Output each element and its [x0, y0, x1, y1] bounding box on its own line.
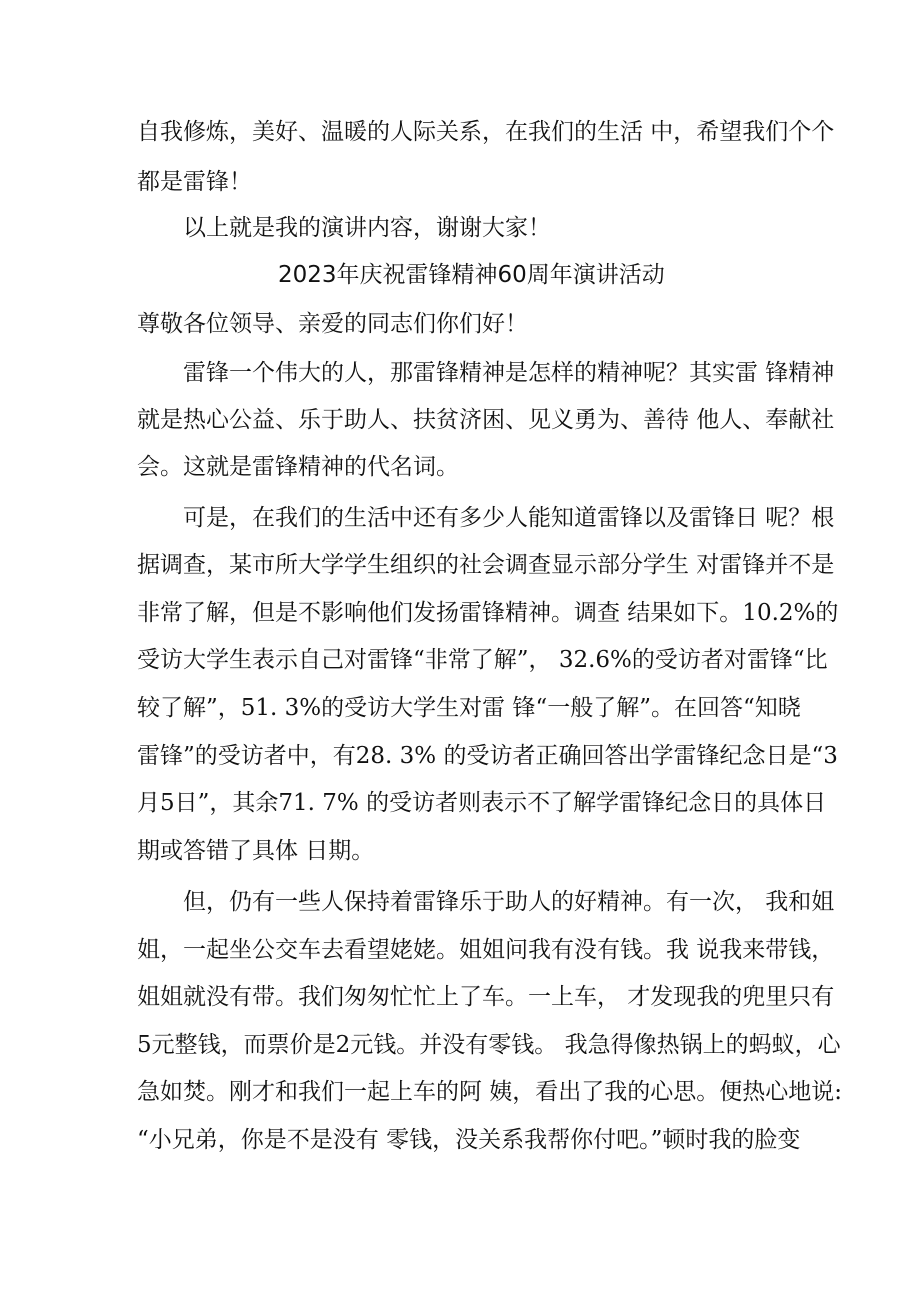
paragraph-2-line-4: 受访大学生表示自己对雷锋“非常了解”， 32.6%的受访者对雷锋“比 [137, 647, 828, 673]
salutation: 尊敬各位领导、亲爱的同志们你们好！ [137, 311, 528, 337]
paragraph-3-line-3: 姐姐就没有带。我们匆匆忙忙上了车。一上车， 才发现我的兜里只有 [137, 984, 835, 1010]
paragraph-3-line-5: 急如焚。刚才和我们一起上车的阿 姨，看出了我的心思。便热心地说: [137, 1079, 843, 1105]
paragraph-3-line-6: “小兄弟，你是不是没有 零钱，没关系我帮你付吧。”顿时我的脸变 [137, 1127, 801, 1153]
intro-line-1: 自我修炼，美好、温暖的人际关系，在我们的生活 中，希望我们个个 [137, 119, 835, 145]
paragraph-3-line-1: 但，仍有一些人保持着雷锋乐于助人的好精神。有一次， 我和姐 [183, 889, 835, 915]
paragraph-2-line-5: 较了解”，51. 3%的受访大学生对雷 锋“一般了解”。在回答“知晓 [137, 695, 801, 721]
paragraph-2-line-2: 据调查，某市所大学学生组织的社会调查显示部分学生 对雷锋并不是 [137, 552, 835, 578]
paragraph-3-line-4: 5元整钱，而票价是2元钱。并没有零钱。 我急得像热锅上的蚂蚁，心 [137, 1032, 841, 1058]
paragraph-1-line-1: 雷锋一个伟大的人，那雷锋精神是怎样的精神呢？其实雷 锋精神 [183, 360, 835, 386]
paragraph-2-line-7: 月5日”，其余71. 7% 的受访者则表示不了解学雷锋纪念日的具体日 [137, 790, 827, 816]
intro-line-2: 都是雷锋！ [137, 169, 252, 195]
paragraph-2-line-1: 可是，在我们的生活中还有多少人能知道雷锋以及雷锋日 呢？根 [183, 505, 835, 531]
paragraph-3-line-2: 姐，一起坐公交车去看望姥姥。姐姐问我有没有钱。我 说我来带钱， [137, 937, 835, 963]
document-title: 2023年庆祝雷锋精神60周年演讲活动 [278, 262, 665, 288]
closing-line: 以上就是我的演讲内容，谢谢大家！ [183, 215, 551, 241]
paragraph-1-line-3: 会。这就是雷锋精神的代名词。 [137, 454, 459, 480]
paragraph-2-line-6: 雷锋”的受访者中，有28. 3% 的受访者正确回答出学雷锋纪念日是“3 [137, 743, 838, 769]
paragraph-2-line-3: 非常了解，但是不影响他们发扬雷锋精神。调查 结果如下。10.2%的 [137, 600, 839, 626]
paragraph-1-line-2: 就是热心公益、乐于助人、扶贫济困、见义勇为、善待 他人、奉献社 [137, 407, 835, 433]
paragraph-2-line-8: 期或答错了具体 日期。 [137, 838, 375, 864]
